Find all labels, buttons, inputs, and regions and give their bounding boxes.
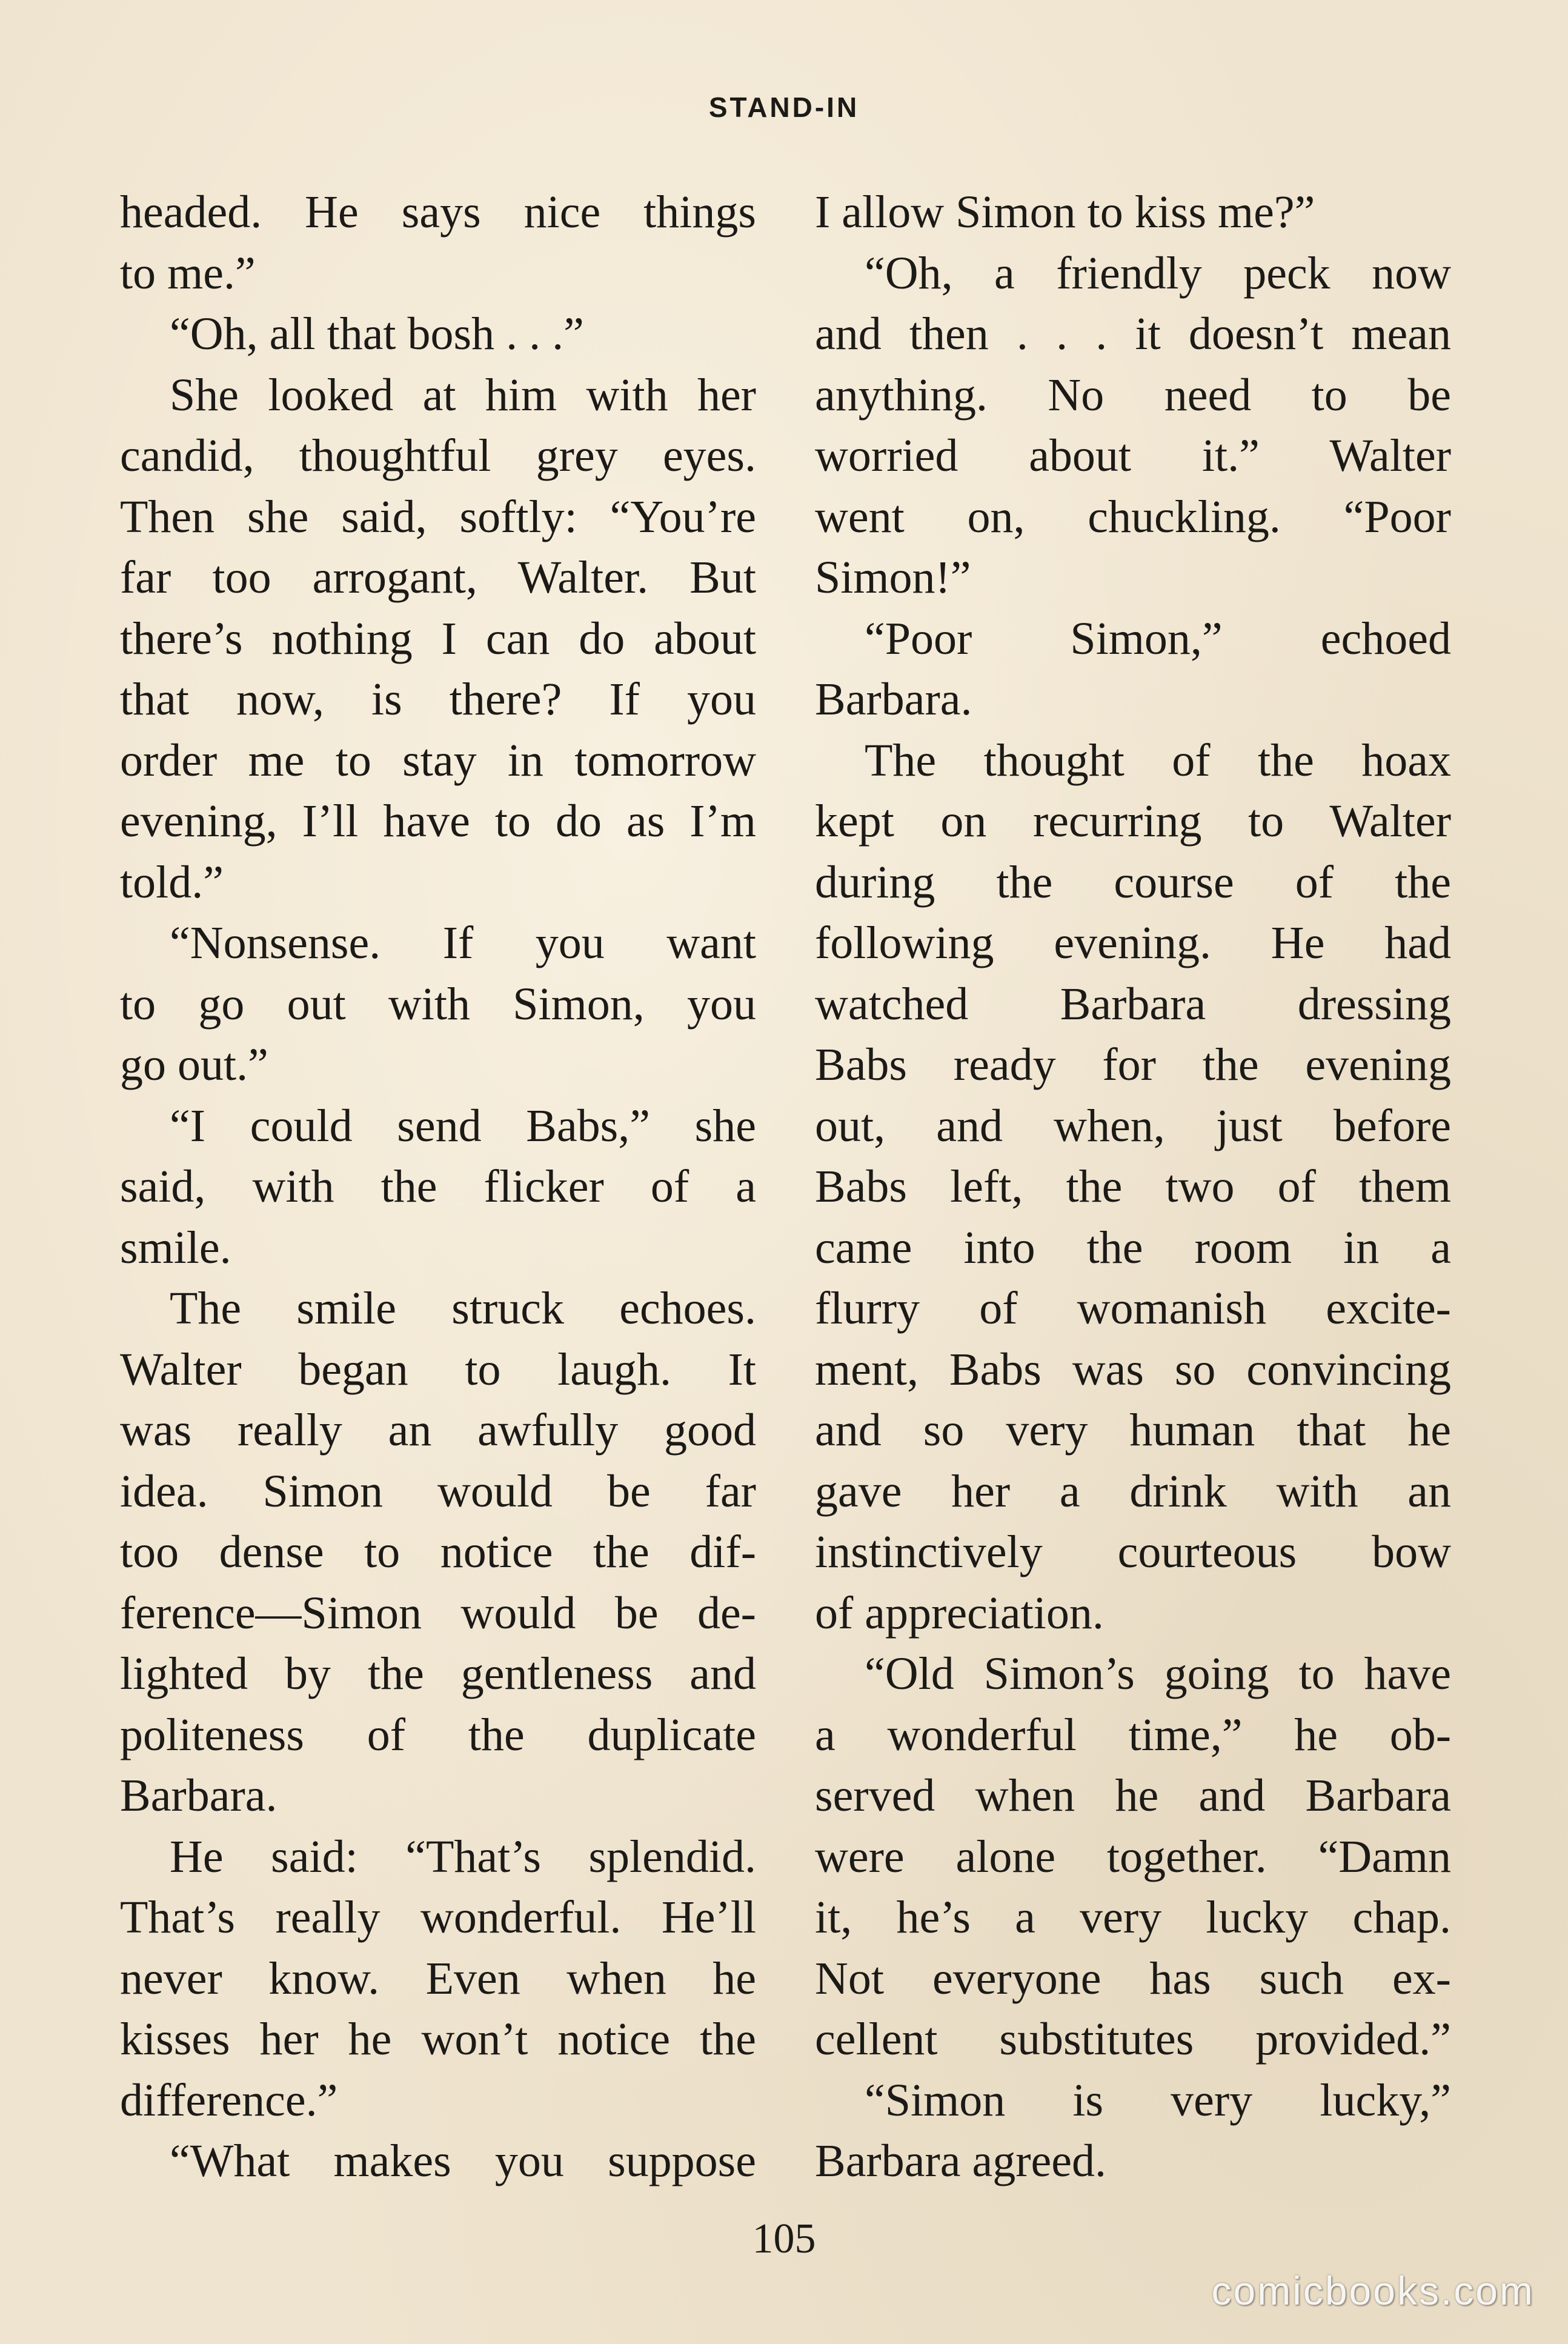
text-line: politeness of the duplicate (120, 1709, 756, 1760)
text-line: lighted by the gentleness and (120, 1648, 756, 1699)
text-line: to go out with Simon, you (120, 978, 756, 1030)
text-line: went on, chuckling. “Poor (815, 491, 1451, 542)
text-line: flurry of womanish excite- (815, 1283, 1451, 1334)
text-line: “Nonsense. If you want (170, 917, 756, 968)
text-line: cellent substitutes provided.” (815, 2014, 1451, 2065)
text-line: The thought of the hoax (865, 734, 1451, 786)
text-line: Barbara agreed. (815, 2136, 1107, 2186)
text-line: there’s nothing I can do about (120, 613, 756, 664)
text-line: was really an awfully good (120, 1405, 756, 1456)
text-line: evening, I’ll have to do as I’m (120, 796, 756, 847)
text-line: said, with the flicker of a (120, 1161, 756, 1212)
text-line: served when he and Barbara (815, 1770, 1451, 1821)
text-line: kisses her he won’t notice the (120, 2014, 756, 2065)
text-line: ment, Babs was so convincing (815, 1343, 1451, 1395)
text-line: That’s really wonderful. He’ll (120, 1892, 756, 1943)
text-line: gave her a drink with an (815, 1465, 1451, 1517)
text-line: out, and when, just before (815, 1100, 1451, 1151)
text-line: anything. No need to be (815, 369, 1451, 421)
text-line: Walter began to laugh. It (120, 1343, 756, 1395)
text-line: during the course of the (815, 856, 1451, 908)
text-line: too dense to notice the dif- (120, 1527, 756, 1577)
text-line: “Simon is very lucky,” (865, 2074, 1451, 2126)
text-line: “Poor Simon,” echoed (865, 613, 1451, 664)
text-line: and then . . . it doesn’t mean (815, 308, 1451, 359)
text-line: go out.” (120, 1039, 268, 1090)
text-line: far too arrogant, Walter. But (120, 552, 756, 603)
text-line: order me to stay in tomorrow (120, 734, 756, 786)
text-line: a wonderful time,” he ob- (815, 1709, 1451, 1760)
text-line: it, he’s a very lucky chap. (815, 1892, 1451, 1943)
text-line: smile. (120, 1222, 231, 1273)
left-text-column (120, 182, 756, 2192)
text-line: that now, is there? If you (120, 674, 756, 725)
text-line: and so very human that he (815, 1405, 1451, 1456)
text-line: were alone together. “Damn (815, 1831, 1451, 1882)
text-line: came into the room in a (815, 1222, 1451, 1273)
text-line: Then she said, softly: “You’re (120, 491, 756, 542)
watermark-logo: comicbooks.com (1211, 2268, 1535, 2313)
text-line: “Oh, all that bosh . . .” (170, 308, 584, 359)
text-line: “Oh, a friendly peck now (865, 247, 1451, 299)
text-line: ference—Simon would be de- (120, 1587, 756, 1639)
text-line: worried about it.” Walter (815, 430, 1451, 481)
text-line: instinctively courteous bow (815, 1527, 1451, 1577)
text-line: He said: “That’s splendid. (170, 1831, 756, 1882)
text-line: Simon!” (815, 552, 971, 603)
text-line: The smile struck echoes. (170, 1283, 756, 1334)
text-line: “What makes you suppose (170, 2136, 756, 2186)
text-line: difference.” (120, 2074, 338, 2126)
text-line: to me.” (120, 247, 256, 299)
text-line: She looked at him with her (170, 369, 756, 421)
text-line: of appreciation. (815, 1587, 1104, 1639)
page-number: 105 (752, 2216, 816, 2262)
text-line: Babs ready for the evening (815, 1039, 1451, 1090)
text-line: never know. Even when he (120, 1953, 756, 2004)
text-line: Not everyone has such ex- (815, 1953, 1451, 2004)
text-line: I allow Simon to kiss me?” (815, 187, 1315, 238)
text-line: told.” (120, 856, 224, 908)
text-line: watched Barbara dressing (815, 978, 1451, 1030)
right-text-column (815, 182, 1451, 2192)
text-line: Barbara. (120, 1770, 277, 1821)
text-line: candid, thoughtful grey eyes. (120, 430, 756, 481)
text-line: Babs left, the two of them (815, 1161, 1451, 1212)
text-line: following evening. He had (815, 917, 1451, 968)
text-line: kept on recurring to Walter (815, 796, 1451, 847)
text-line: “Old Simon’s going to have (865, 1648, 1451, 1699)
text-line: “I could send Babs,” she (170, 1100, 756, 1151)
text-line: idea. Simon would be far (120, 1465, 756, 1517)
running-head: STAND-IN (708, 92, 860, 123)
text-line: Barbara. (815, 674, 972, 725)
text-line: headed. He says nice things (120, 187, 756, 238)
